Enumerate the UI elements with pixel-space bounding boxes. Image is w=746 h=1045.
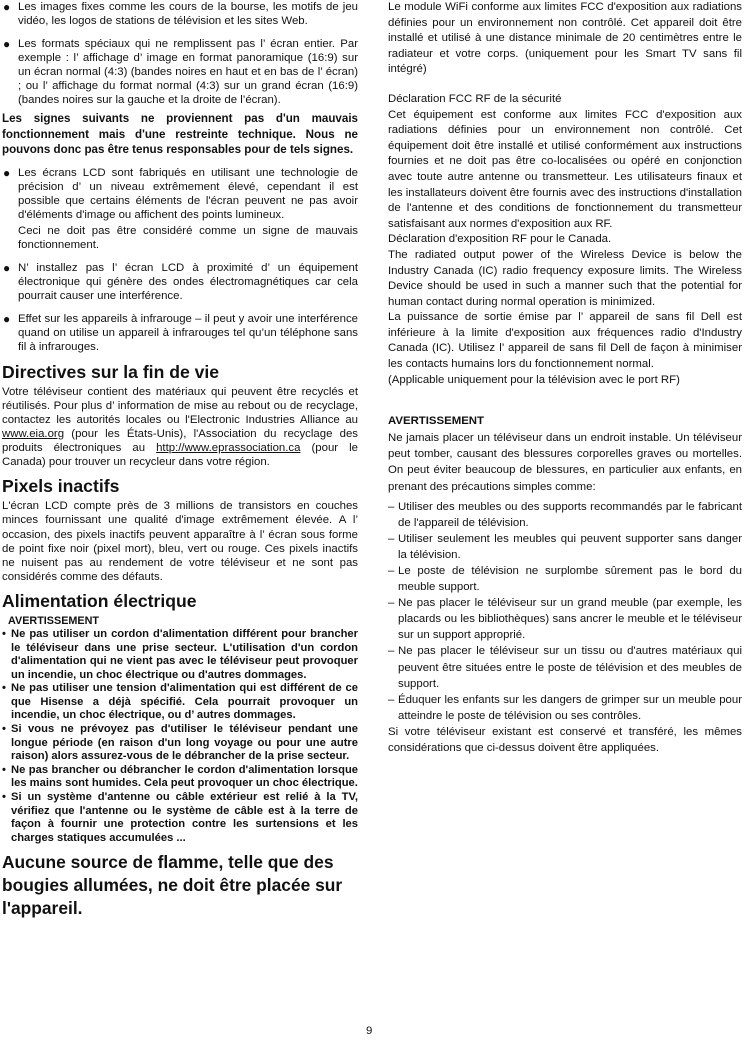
list-item: • Ne pas utiliser un cordon d'alimentation différent pour brancher le téléviseur dans une prise secteur. L'utilisation d'un cordon d'alimentation qui ne vient pas avec le téléviseur peut provoquer un incendie, un choc électrique ou d'autres dommages. xyxy=(2,627,358,681)
bullet-icon: ● xyxy=(3,260,11,275)
left-column xyxy=(2,0,358,920)
list-item: – Le poste de télévision ne surplombe sûrement pas le bord du meuble support. xyxy=(388,565,742,594)
right-column xyxy=(388,0,742,756)
list-item: ● Effet sur les appareils à infrarouge – il peut y avoir une interférence quand on utilise un appareil à infrarouges tel qu’un téléphone sans fil à infrarouges. xyxy=(3,311,358,353)
list-item: – Ne pas placer le téléviseur sur un tissu ou d'autres matériaux qui peuvent être situées entre le poste de télévision et des meubles de support. xyxy=(388,645,742,690)
section-heading: Alimentation électrique xyxy=(2,590,197,611)
stability-warning-text: Ne jamais placer un téléviseur dans un endroit instable. Un téléviseur peut tomber, causant des blessures corporelles graves ou mortelles. On peut éviter beaucoup de blessures, en particulier aux enfants, en prenant des précautions simples comme: xyxy=(388,432,742,493)
section-text: Votre téléviseur contient des matériaux qui peuvent être recyclés et réutilisés. Pour plus d’ information de mise au rebout ou de recyclage, contactez les autorités locales ou l'Electronic Industries Alliance au www.eia.org (pour les États-Unis), l'Association du recyclage des produits électroniques au http://www.eprassociation.ca (pour le Canada) pour trouver un recycleur dans votre région. xyxy=(2,385,358,469)
limitation-note: Les signes suivants ne proviennent pas d'un mauvais fonctionnement mais d'une restreinte technique. Nous ne pouvons donc pas être tenus responsables pour de tels signes. xyxy=(2,112,358,157)
section-text: L'écran LCD compte près de 3 millions de transistors en couches minces fournissant une qualité d'image extrêmement élevée. A l’ occasion, des pixels inactifs peuvent apparaître à l’ écran sous forme de point fixe noir (pixel mort), bleu, vert ou rouge. Ces pixels inactifs ne nuisent pas au rendement de votre téléviseur et ne sont pas considérés comme des défauts. xyxy=(2,500,358,583)
list-item: ● Les formats spéciaux qui ne remplissent pas l’ écran entier. Par exemple : l’ affichage d’ image en format panoramique (16:9) sur un écran normal (4:3) (bandes noires en haut et en bas de l’ écran) ; ou l’ affichage du format normal (4:3) sur un grand écran (16:9) (bandes noires sur la gauche et la droite de l’écran). xyxy=(3,37,358,106)
closing-text: Si votre téléviseur existant est conservé et transféré, les mêmes considérations que ci-dessus doivent être appliquées. xyxy=(388,725,742,755)
ic-french-text: La puissance de sortie émise par l’ appareil de sans fil Dell est inférieure à la limite d'exposition aux fréquences radio d'Industry Canada (IC). Utilisez l’ appareil de sans fil Dell de façon à minimiser les contacts humains lors du fonctionnement normal. xyxy=(388,311,742,371)
list-item: ● N’ installez pas l’ écran LCD à proximité d’ un équipement électronique qui génère des ondes électromagnétiques car cela pourrait causer une interférence. xyxy=(3,260,358,302)
section-heading: Directives sur la fin de vie xyxy=(2,361,220,382)
page-number: 9 xyxy=(366,1025,373,1037)
list-item: – Utiliser des meubles ou des supports recommandés par le fabricant de l'appareil de télévision. xyxy=(388,500,742,529)
dead-pixels-section xyxy=(2,475,358,584)
warning-title: AVERTISSEMENT xyxy=(388,415,484,428)
wifi-fcc-text: Le module WiFi conforme aux limites FCC d'exposition aux radiations définies pour un environnement non contrôlé. Cet appareil doit être installé et utilisé à une distance minimale de 20 centimètres entre le radiateur et votre corps. (uniquement pour les Smart TV sans fil intégré) xyxy=(388,1,742,76)
fcc-rf-title: Déclaration FCC RF de la sécurité xyxy=(388,92,562,105)
list-item: • Si vous ne prévoyez pas d'utiliser le téléviseur pendant une longue période (en raison d'un long voyage ou pour une autre raison) alors assurez-vous de le débrancher de la prise secteur. xyxy=(2,723,358,763)
end-of-life-section xyxy=(2,361,358,470)
list-item: – Utiliser seulement les meubles qui peuvent supporter sans danger la télévision. xyxy=(388,532,742,561)
ic-english-text: The radiated output power of the Wireless Device is below the Industry Canada (IC) radio frequency exposure limits. The Wireless Device should be used in such a manner such that the potential for human contact during normal operation is minimized. xyxy=(388,248,742,308)
bullet-icon: ● xyxy=(3,311,11,326)
power-section xyxy=(2,590,358,846)
display-bullets-mid xyxy=(2,166,358,354)
precaution-list xyxy=(388,499,742,724)
section-heading: Pixels inactifs xyxy=(2,476,120,497)
list-item: • Si un système d'antenne ou câble extérieur est relié à la TV, vérifiez que l'antenne ou le système de câble est à la terre de façon à fournir une protection contre les surtensions et les charges statiques accumulées ... xyxy=(2,791,358,844)
list-item: – Ne pas placer le téléviseur sur un grand meuble (par exemple, les placards ou les bibliothèques) sans ancrer le meuble et le téléviseur sur un support approprié. xyxy=(388,597,742,642)
rf-port-note: (Applicable uniquement pour la télévision avec le port RF) xyxy=(388,373,680,386)
bullet-icon: ● xyxy=(3,0,11,14)
flame-warning: Aucune source de flamme, telle que des bougies allumées, ne doit être placée sur l'appareil. xyxy=(2,852,343,919)
epra-link[interactable]: http://www.eprassociation.ca xyxy=(156,442,301,455)
warning-label: AVERTISSEMENT xyxy=(8,614,99,627)
list-item: • Ne pas brancher ou débrancher le cordon d'alimentation lorsque les mains sont humides. Cela peut provoquer un choc électrique. xyxy=(2,763,358,790)
power-warnings xyxy=(2,628,358,846)
bullet-icon: ● xyxy=(3,165,11,180)
list-item: – Éduquer les enfants sur les dangers de grimper sur un meuble pour atteindre le poste de télévision ou ses contrôles. xyxy=(388,693,742,722)
list-item: ● Les écrans LCD sont fabriqués en utilisant une technologie de précision d’ un niveau extrêmement élevé, cependant il est possible que certains éléments de l'écran peuvent ne pas avoir d'éléments d'image ou affichent des points lumineux. Ceci ne doit pas être considéré comme un signe de mauvais fonctionnement. xyxy=(3,165,358,251)
eia-link[interactable]: www.eia.org xyxy=(2,428,65,441)
canada-rf-title: Déclaration d'exposition RF pour le Canada. xyxy=(388,233,612,246)
fcc-rf-text: Cet équipement est conforme aux limites FCC d'exposition aux radiations définies pour un environnement non contrôlé. Cet équipement doit être installé et utilisé conformément aux instructions fournies et ne doit pas être co-localisées ou opéré en conjonction avec toute autre antenne ou transmetteur. Les utilisateurs finaux et les installateurs doivent être fournis avec des instructions d'installation de l'antenne et des conditions de fonctionnement du transmetteur satisfaisant aux normes d'exposition aux RF. xyxy=(388,108,742,230)
list-item: • Ne pas utiliser une tension d'alimentation qui est différent de ce que Hisense a déjà spécifié. Cela pourrait provoquer un incendie, un choc électrique, ou d’ autres dommages. xyxy=(2,682,358,722)
list-item: ● Les images fixes comme les cours de la bourse, les motifs de jeu vidéo, les logos de stations de télévision et les sites Web. xyxy=(3,0,358,27)
bullet-icon: ● xyxy=(3,37,11,51)
display-bullets-top xyxy=(2,0,358,107)
